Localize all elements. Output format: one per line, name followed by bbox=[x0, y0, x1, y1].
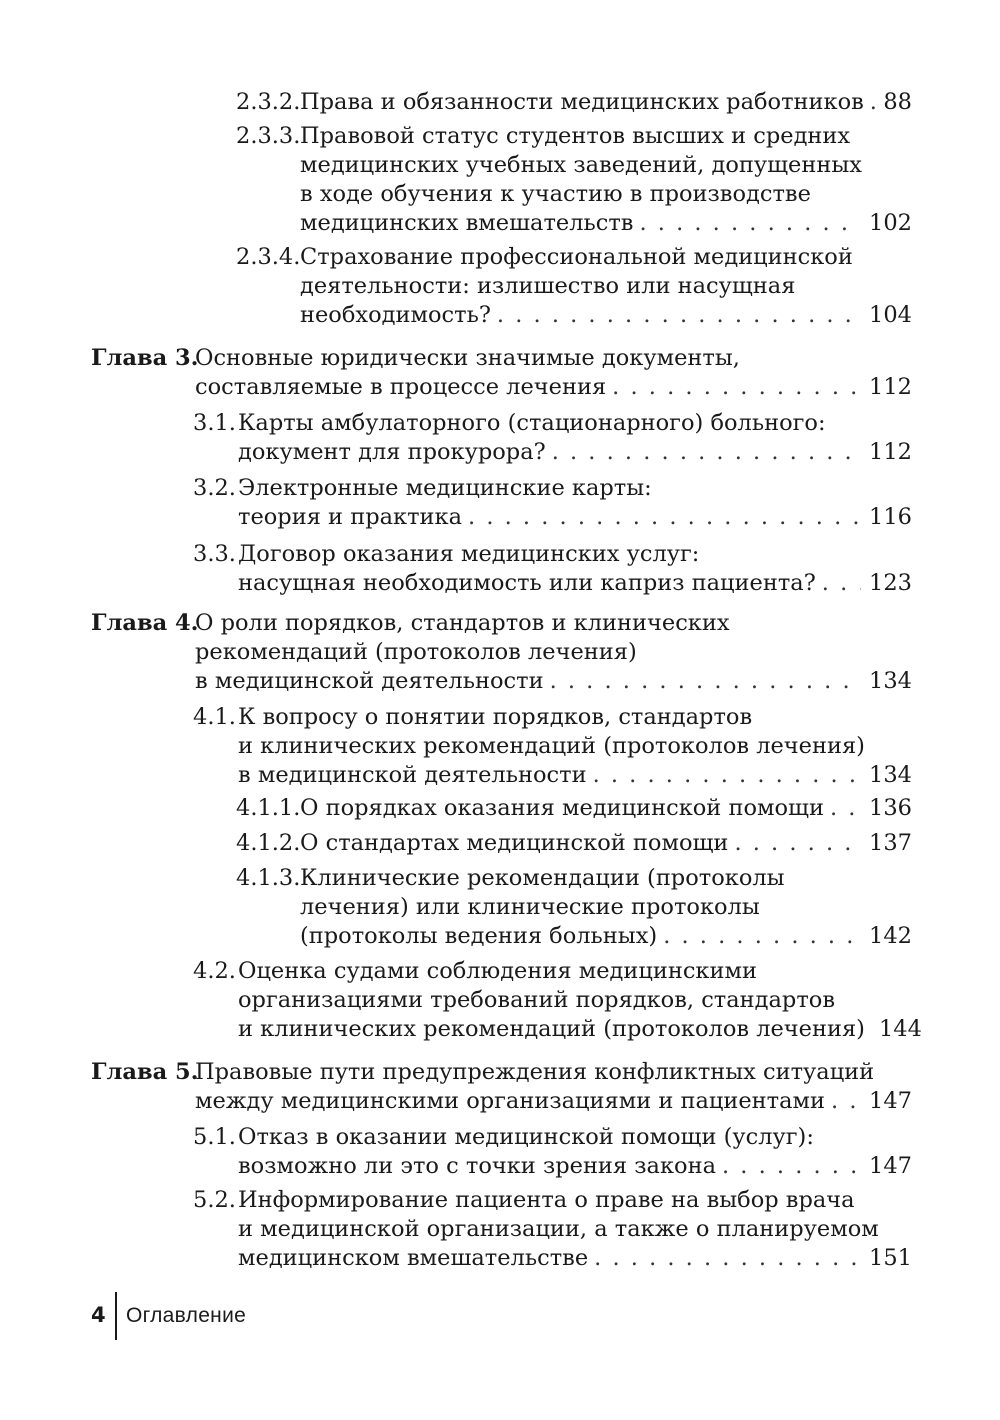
toc-entry-title: Карты амбулаторного (стационарного) больного: bbox=[238, 410, 826, 436]
toc-entry-title: О порядках оказания медицинской помощи bbox=[300, 795, 824, 821]
toc-entry-title: лечения) или клинические протоколы bbox=[300, 894, 760, 920]
leader-dots bbox=[588, 1244, 861, 1273]
toc-entry-title: Правовые пути предупреждения конфликтных ситуаций bbox=[195, 1059, 875, 1085]
toc-entry-5-1[interactable] bbox=[238, 1123, 912, 1181]
toc-entry-title: медицинском вмешательстве bbox=[238, 1245, 589, 1271]
toc-entry-number: 2.3.4. bbox=[236, 244, 301, 270]
toc-entry-4-1-1[interactable] bbox=[300, 794, 912, 823]
toc-entry-2-3-4[interactable] bbox=[300, 243, 912, 330]
leader-dots bbox=[816, 569, 861, 598]
chapter-label: Глава 5. bbox=[91, 1059, 199, 1085]
leader-dots bbox=[825, 1087, 861, 1116]
toc-page-number: 144 bbox=[878, 1016, 922, 1042]
toc-entry-number: 4.1. bbox=[193, 704, 236, 730]
toc-page-number: 147 bbox=[869, 1088, 912, 1114]
toc-entry-title: О роли порядков, стандартов и клинических bbox=[195, 610, 730, 636]
toc-page-number: 104 bbox=[869, 302, 912, 328]
toc-entry-title: медицинских вмешательств bbox=[300, 210, 634, 236]
toc-entry-title: Правовой статус студентов высших и средних bbox=[300, 123, 851, 149]
toc-entry-2-3-2[interactable] bbox=[300, 88, 912, 117]
leader-dots bbox=[728, 829, 861, 858]
toc-chapter-3[interactable] bbox=[195, 344, 912, 402]
toc-entry-title: Страхование профессиональной медицинской bbox=[300, 244, 853, 270]
toc-page-number: 116 bbox=[869, 504, 912, 530]
toc-entry-title: Информирование пациента о праве на выбор врача bbox=[238, 1187, 855, 1213]
footer-section-label: Оглавление bbox=[126, 1304, 247, 1327]
toc-page-number: 102 bbox=[869, 210, 912, 236]
toc-entry-title: Права и обязанности медицинских работников bbox=[300, 89, 864, 115]
leader-dots bbox=[824, 794, 861, 823]
toc-entry-4-2[interactable] bbox=[238, 957, 922, 1044]
toc-entry-number: 2.3.3. bbox=[236, 123, 301, 149]
toc-entry-title: необходимость? bbox=[300, 302, 491, 328]
toc-entry-number: 3.2. bbox=[193, 475, 236, 501]
toc-entry-title: Электронные медицинские карты: bbox=[238, 475, 652, 501]
toc-chapter-4[interactable] bbox=[195, 609, 912, 696]
toc-entry-title: Отказ в оказании медицинской помощи (услуг): bbox=[238, 1124, 814, 1150]
toc-page-number: 142 bbox=[869, 923, 912, 949]
toc-entry-title: медицинских учебных заведений, допущенных bbox=[300, 152, 862, 178]
toc-entry-title: возможно ли это с точки зрения закона bbox=[238, 1153, 716, 1179]
toc-entry-title: насущная необходимость или каприз пациента? bbox=[238, 570, 816, 596]
footer-page-number: 4 bbox=[91, 1303, 106, 1327]
toc-entry-title: теория и практика bbox=[238, 504, 463, 530]
toc-entry-number: 5.2. bbox=[193, 1187, 236, 1213]
toc-entry-3-3[interactable] bbox=[238, 540, 912, 598]
chapter-label: Глава 3. bbox=[91, 345, 199, 371]
toc-entry-title: деятельности: излишество или насущная bbox=[300, 273, 796, 299]
toc-page-number: 151 bbox=[869, 1245, 912, 1271]
toc-entry-title: в медицинской деятельности bbox=[195, 668, 544, 694]
toc-entry-title: организациями требований порядков, стандартов bbox=[238, 987, 835, 1013]
leader-dots bbox=[633, 209, 861, 238]
toc-entry-number: 3.3. bbox=[193, 541, 236, 567]
toc-entry-title: (протоколы ведения больных) bbox=[300, 923, 658, 949]
toc-entry-title: в медицинской деятельности bbox=[238, 762, 587, 788]
leader-dots bbox=[587, 761, 861, 790]
toc-entry-title: составляемые в процессе лечения bbox=[195, 374, 607, 400]
toc-page-number: 136 bbox=[869, 795, 912, 821]
toc-entry-number: 4.1.2. bbox=[236, 830, 301, 856]
toc-entry-title: О стандартах медицинской помощи bbox=[300, 830, 729, 856]
toc-page-number: 134 bbox=[869, 762, 912, 788]
toc-entry-title: в ходе обучения к участию в производстве bbox=[300, 181, 811, 207]
chapter-label: Глава 4. bbox=[91, 610, 199, 636]
toc-entry-4-1-3[interactable] bbox=[300, 864, 912, 951]
toc-entry-number: 4.1.3. bbox=[236, 865, 301, 891]
toc-entry-title: рекомендаций (протоколов лечения) bbox=[195, 639, 637, 665]
footer-divider bbox=[115, 1292, 117, 1340]
toc-entry-4-1[interactable] bbox=[238, 703, 912, 790]
toc-page-number: 137 bbox=[869, 830, 912, 856]
toc-entry-2-3-3[interactable] bbox=[300, 122, 912, 238]
toc-page-number: 112 bbox=[869, 439, 912, 465]
toc-entry-title: Клинические рекомендации (протоколы bbox=[300, 865, 785, 891]
toc-entry-3-1[interactable] bbox=[238, 409, 912, 467]
toc-entry-number: 4.2. bbox=[193, 958, 236, 984]
leader-dots bbox=[657, 922, 861, 951]
toc-entry-5-2[interactable] bbox=[238, 1186, 912, 1273]
toc-page-number: 123 bbox=[869, 570, 912, 596]
toc-page-number: 134 bbox=[869, 668, 912, 694]
toc-entry-title: К вопросу о понятии порядков, стандартов bbox=[238, 704, 753, 730]
leader-dots bbox=[716, 1152, 861, 1181]
toc-entry-title: между медицинскими организациями и пациентами bbox=[195, 1088, 826, 1114]
toc-entry-title: Основные юридически значимые документы, bbox=[195, 345, 740, 371]
toc-entry-title: Договор оказания медицинских услуг: bbox=[238, 541, 700, 567]
toc-entry-number: 5.1. bbox=[193, 1124, 236, 1150]
toc-entry-number: 3.1. bbox=[193, 410, 236, 436]
leader-dots bbox=[864, 88, 876, 117]
toc-entry-number: 4.1.1. bbox=[236, 795, 301, 821]
leader-dots bbox=[491, 301, 861, 330]
toc-page-number: 112 bbox=[869, 374, 912, 400]
toc-entry-title: документ для прокурора? bbox=[238, 439, 546, 465]
leader-dots bbox=[546, 438, 861, 467]
leader-dots bbox=[544, 667, 861, 696]
toc-chapter-5[interactable] bbox=[195, 1058, 912, 1116]
leader-dots bbox=[606, 373, 861, 402]
toc-entry-title: и клинических рекомендаций (протоколов лечения) bbox=[238, 733, 865, 759]
leader-dots bbox=[462, 503, 861, 532]
toc-entry-title: и медицинской организации, а также о планируемом bbox=[238, 1216, 879, 1242]
toc-entry-number: 2.3.2. bbox=[236, 89, 301, 115]
toc-entry-title: и клинических рекомендаций (протоколов лечения) bbox=[238, 1016, 865, 1042]
toc-entry-title: Оценка судами соблюдения медицинскими bbox=[238, 958, 757, 984]
toc-page-number: 88 bbox=[883, 89, 912, 115]
toc-page-number: 147 bbox=[869, 1153, 912, 1179]
toc-entry-3-2[interactable] bbox=[238, 474, 912, 532]
toc-entry-4-1-2[interactable] bbox=[300, 829, 912, 858]
